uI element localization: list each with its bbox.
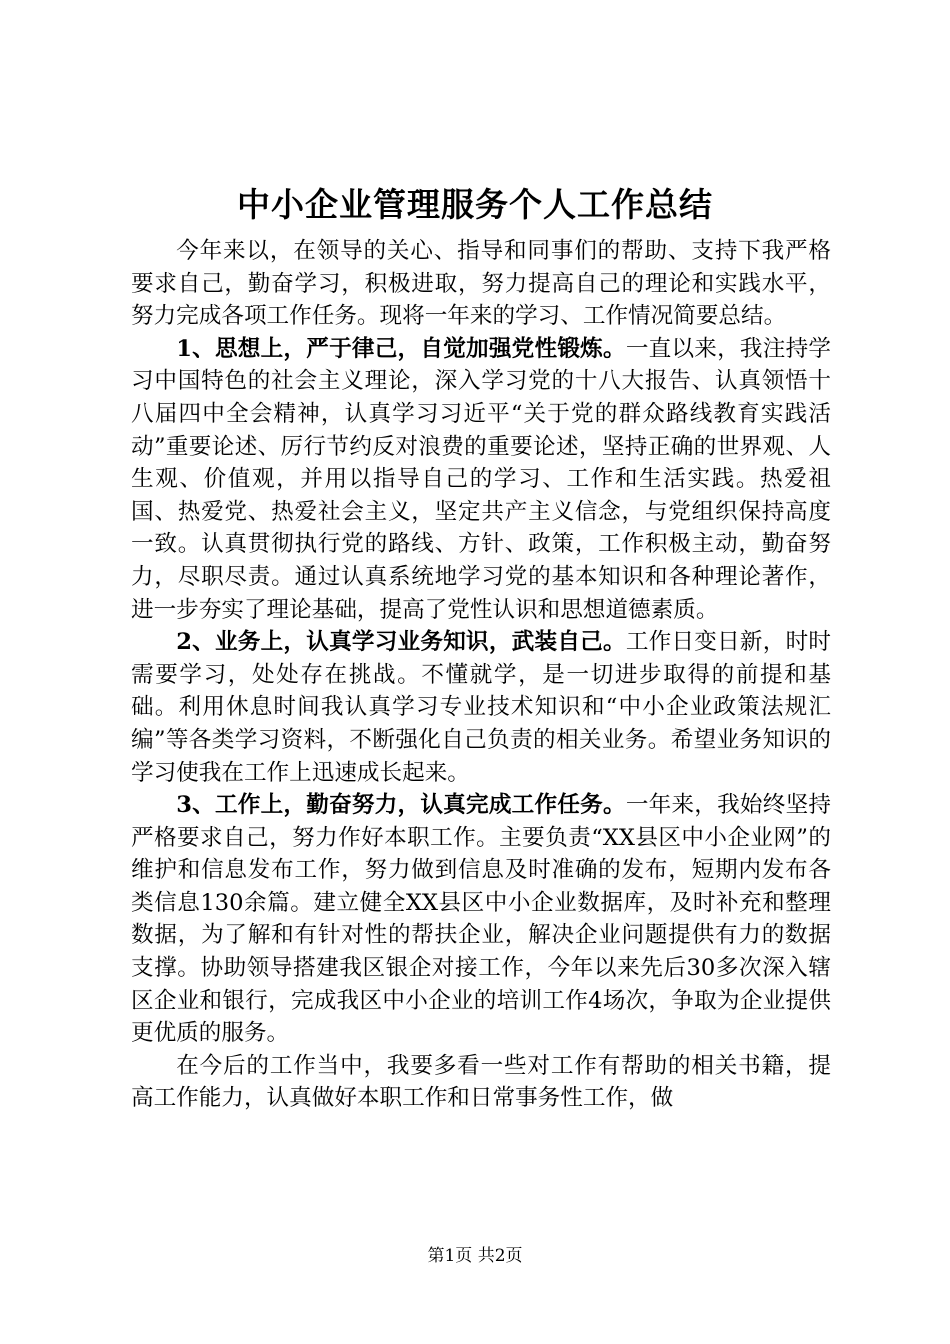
paragraph-intro	[131, 235, 831, 333]
page-number-footer: 第1页 共2页	[427, 1246, 523, 1266]
document-title: 中小企业管理服务个人工作总结	[237, 185, 713, 224]
paragraph-text: 一直以来，我注持学习中国特色的社会主义理论，深入学习党的十八大报告、认真领悟十八届四中全会精神，认真学习习近平“关于党的群众路线教育实践活动”重要论述、厉行节约反对浪费的重要论述，坚持正确的世界观、人生观、价值观，并用以指导自己的学习、工作和生活实践。热爱祖国、热爱党、热爱社会主义，坚定共产主义信念，与党组织保持高度一致。认真贯彻执行党的路线、方针、政策，工作积极主动，勤奋努力，尽职尽责。通过认真系统地学习党的基本知识和各种理论著作，进一步夯实了理论基础，提高了党性认识和思想道德素质。	[131, 335, 831, 623]
paragraph-text: 在今后的工作当中，我要多看一些对工作有帮助的相关书籍，提高工作能力，认真做好本职工作和日常事务性工作，做	[131, 1052, 831, 1112]
paragraph-lead: 3、工作上，勤奋努力，认真完成工作任务。	[176, 792, 626, 819]
paragraph-future	[131, 1050, 831, 1115]
document-body	[131, 235, 831, 1115]
paragraph-text: 工作日变日新，时时需要学习，处处存在挑战。不懂就学，是一切进步取得的前提和基础。利用休息时间我认真学习专业技术知识和“中小企业政策法规汇编”等各类学习资料，不断强化自己负责的相关业务。希望业务知识的学习使我在工作上迅速成长起来。	[131, 629, 831, 786]
paragraph-lead: 1、思想上，严于律己，自觉加强党性锻炼。	[176, 335, 626, 362]
paragraph-ideology	[131, 333, 831, 626]
paragraph-business	[131, 626, 831, 789]
paragraph-text: 一年来，我始终坚持严格要求自己，努力作好本职工作。主要负责“XX县区中小企业网”的维护和信息发布工作，努力做到信息及时准确的发布，短期内发布各类信息130余篇。建立健全XX县区中小企业数据库，及时补充和整理数据，为了解和有针对性的帮扶企业，解决企业问题提供有力的数据支撑。协助领导搭建我区银企对接工作，今年以来先后30多次深入辖区企业和银行，完成我区中小企业的培训工作4场次，争取为企业提供更优质的服务。	[131, 792, 831, 1047]
paragraph-text: 今年来以，在领导的关心、指导和同事们的帮助、支持下我严格要求自己，勤奋学习，积极进取，努力提高自己的理论和实践水平，努力完成各项工作任务。现将一年来的学习、工作情况简要总结。	[131, 238, 831, 330]
paragraph-work	[131, 789, 831, 1050]
paragraph-lead: 2、业务上，认真学习业务知识，武装自己。	[176, 629, 626, 656]
